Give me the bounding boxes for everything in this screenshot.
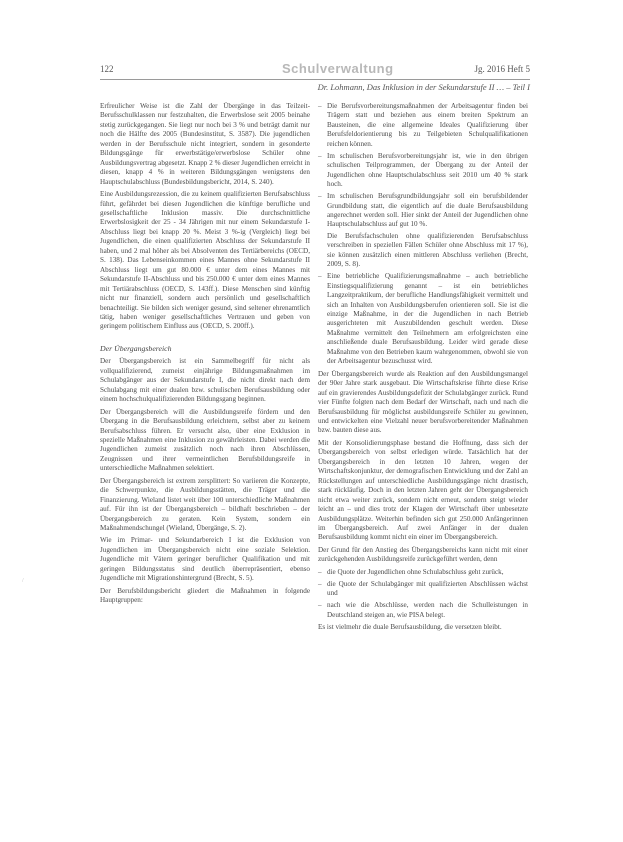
- list-item-text: – Im schulischen Berufsvorbereitungsjahr ist, wie in den übrigen schulischen Teilprogrammen, der Übergang zu der Anteil der Jugendlichen ohne Hauptschulabschluss seit 2010 um 40 % stark hoch.: [327, 151, 528, 189]
- list-item: – nach wie die Abschlüsse, werden nach die Schulleistungen in Deutschland steigen an, wie PISA belegt.: [318, 601, 528, 620]
- list-item-text: – Im schulischen Berufsgrundbildungsjahr soll ein berufsbildender Grundbildung statt, die eigentlich auf die duale Berufsausbildung angerechnet werden soll. Hier sinkt der Anteil der Jugendlichen ohne Hauptschulabschluss auf gut 10 %.: [327, 192, 528, 229]
- left-column: [100, 102, 310, 609]
- list-item: [318, 192, 528, 270]
- paragraph: Der Übergangsbereich wurde als Reaktion auf den Ausbildungsmangel der 90er Jahre stark ausgebaut. Die Wirtschaftskrise führte diese Krise auf ein gravierendes Ausbildungsdefizit der Schulabgänger zurück. Rund vier Fünfte folgten nach dem Bedarf der Wirtschaft, nach und nach die Berufsausbildung für möglichst ausbildungsreife Schüler zu gewinnen, und entwickelten eine Vielzahl neuer berufsvorbereitender Maßnahmen bzw. bauten diese aus.: [318, 369, 528, 435]
- paragraph: Erfreulicher Weise ist die Zahl der Übergänge in das Teilzeit-Berufsschulklassen nur festzuhalten, die Erwerbslose seit 2005 beinahe stetig zurückgegangen. Sie liegt nur noch bei 3 % und beträgt damit nur noch die Hälfte des 2005 (Bundesinstitut, S. 3587). Die jugendlichen werden in der Berufsschule nicht integriert, sondern in gesonderte Bildungsgänge für erwerbstätige/erwerbslose Schüler ohne Ausbildungsvertrag abgesetzt. Knapp 2 % dieser Jugendlichen erreicht in diesen, knapp 4 % in weiteren Bildungsgängen wenigstens den Hauptschulabschluss (Bundesbildungsbericht, 2014, S. 240).: [100, 102, 310, 186]
- running-title: Dr. Lohmann, Das Inklusion in der Sekundarstufe II … – Teil I: [317, 82, 530, 92]
- list-item-text: Die Berufsfachschulen ohne qualifizierenden Berufsabschluss verschreiben in speziellen Fällen Schüler ohne Abschluss mit 17 %), sie können zusätzlich einen mittleren Abschluss verliehen (Brecht, 2009, S. 8).: [327, 231, 528, 269]
- paragraph: Der Übergangsbereich will die Ausbildungsreife fördern und den Übergang in die Berufsausbildung erleichtern, selbst aber zu keinem Berufsabschluss führen. Er versucht also, über eine Exklusion in spezielle Maßnahmen eine Inklusion zu gewährleisten. Dabei werden die Jugendlichen zumeist zusätzlich noch nach ihren Abschlüssen, Zeugnissen und ihrer vermeintlichen Berufsbildungsreife in unterschiedliche Maßnahmen selektiert.: [100, 407, 310, 473]
- list-item: – die Quote der Jugendlichen ohne Schulabschluss geht zurück,: [318, 568, 528, 577]
- issue-label: Jg. 2016 Heft 5: [474, 64, 530, 74]
- paragraph: Wie im Primar- und Sekundarbereich I ist die Exklusion von Jugendlichen im Übergangsbereich nicht eine soziale Selektion. Jugendliche mit Vätern geringer beruflicher Qualifikation und mit geringen Bildungsstatus sind deutlich überrepräsentiert, ebenso Jugendliche mit Migrationshintergrund (Brecht, S. 5).: [100, 536, 310, 583]
- journal-name: Schulverwaltung: [282, 61, 394, 76]
- list-item: [318, 102, 528, 149]
- margin-mark: /: [22, 578, 24, 584]
- right-column: [318, 102, 528, 636]
- page-header: [100, 61, 530, 80]
- section-heading: Der Übergangsbereich: [100, 343, 172, 353]
- paragraph: Der Übergangsbereich ist ein Sammelbegriff für nicht als vollqualifizierend, zumeist einjährige Bildungsmaßnahmen im Schulabgänger aus der Sekundarstufe I, die nicht direkt nach dem Schulabgang mit einer dualen bzw. schulischen Berufsausbildung oder einem hochschulqualifizierenden Bildungsgang beginnen.: [100, 357, 310, 404]
- list-item: – die Quote der Schulabgänger mit qualifizierten Abschlüssen wächst und: [318, 580, 528, 599]
- page-number: 122: [100, 64, 114, 74]
- measure-list: [318, 102, 528, 367]
- list-item: [318, 152, 528, 190]
- list-item-text: – Die Berufsvorbereitungsmaßnahmen der Arbeitsagentur finden bei Trägern statt und beziehen aus einem breiten Spektrum an Bausteinen, die eine allgemeine Ideales Qualifizierung über Berufsfeldorientierung bis zu Teilgebieten Schulqualifikationen reichen können.: [327, 102, 528, 148]
- list-item: [318, 272, 528, 367]
- paragraph: Eine Ausbildungsrezession, die zu keinem qualifizierten Berufsabschluss führt, gefährdet bei diesen Jugendlichen die künftige berufliche und gesellschaftliche Inklusion massiv. Die durchschnittliche Erwerbslosigkeit der 25 - 34 Jährigen mit nur einem Sekundarstufe I-Abschluss liegt bei knapp 20 %. Meist 3 %-ig (Vergleich) liegt bei Jugendlichen, die einen qualifizierten Abschluss der Sekundarstufe II haben, und 2 mal höher als bei Absolventen des Tertiärbereichs (OECD, S. 138). Das Lebenseinkommen eines Mannes ohne Sekundarstufe II Abschluss liegt um gut 80.000 € unter dem eines Mannes mit Sekundarstufe II-Abschluss und bis 250.000 € unter dem eines Mannes mit Tertiärabschluss (OECD, S. 143ff.). Diese Menschen sind künftig nicht nur finanziell, sondern auch persönlich und gesellschaftlich benachteiligt. Sie bilden sich weniger gesund, sind seltener ehrenamtlich tätig, haben weniger gesellschaftliches Vertrauen und geben von geringem politischem Einfluss aus (OECD, S. 200ff.).: [100, 190, 310, 331]
- header-divider: [100, 79, 530, 80]
- reason-list: [318, 568, 528, 620]
- paragraph: Mit der Konsolidierungsphase bestand die Hoffnung, dass sich der Übergangsbereich von selbst erledigen würde. Tatsächlich hat der Übergangsbereich in den letzten 10 Jahren, wegen der Wirtschaftskonjunktur, der demografischen Entwicklung und der Zahl an Rückstellungen auf unterschiedliche Ausbildungsgänge nicht drastisch, stark rückläufig. Doch in den letzten Jahren geht der Übergangsbereich nicht etwa weiter zurück, sondern nicht erneut, sondern steigt wieder leicht an – und dies trotz der Klagen der Wirtschaft über unbesetzte Ausbildungsplätze. Weiterhin befinden sich gut 250.000 Anfängerinnen im Übergangsbereich. Auf zwei Anfänger in der dualen Berufsausbildung kommt nicht ein einer im Übergangsbereich.: [318, 438, 528, 542]
- list-item-text: – Eine betriebliche Qualifizierungsmaßnahme – auch betriebliche Einstiegsqualifizierung genannt – ist ein betriebliches Langzeitpraktikum, der berufliche Handlungsfähigkeit vermittelt und sich an Inhalten von Ausbildungsberufen orientieren soll. Sie ist die einzige Maßnahme, in der die Jugendlichen in nach Betrieb ausgerichteten mit Auszubildenden geschult werden. Diese Maßnahme vermittelt den Teilnehmern am erfolgreichsten eine anschließende duale Berufsausbildung. Leider wird gerade diese Maßnahme von den Betrieben kaum wahrgenommen, obwohl sie von der Arbeitsagentur bezuschusst wird.: [327, 272, 528, 366]
- paragraph: Der Übergangsbereich ist extrem zersplittert: So variieren die Konzepte, die Schwerpunkte, die Ausbildungsstätten, die Träger und die Finanzierung. Wieland listet weit über 100 unterschiedliche Maßnahmen auf. Für ihn ist der Übergangsbereich – bildhaft beschrieben – der Übergangsbereich zu geraten. Kein System, sondern ein Maßnahmendschungel (Wieland, Übergänge, S. 2).: [100, 476, 310, 533]
- paragraph: Es ist vielmehr die duale Berufsausbildung, die versetzen bleibt.: [318, 623, 502, 632]
- paragraph: Der Berufsbildungsbericht gliedert die Maßnahmen in folgende Hauptgruppen:: [100, 586, 310, 605]
- paragraph: Der Grund für den Anstieg des Übergangsbereichs kann nicht mit einer zurückgehenden Ausbildungsreife zurückgeführt werden, denn: [318, 545, 528, 564]
